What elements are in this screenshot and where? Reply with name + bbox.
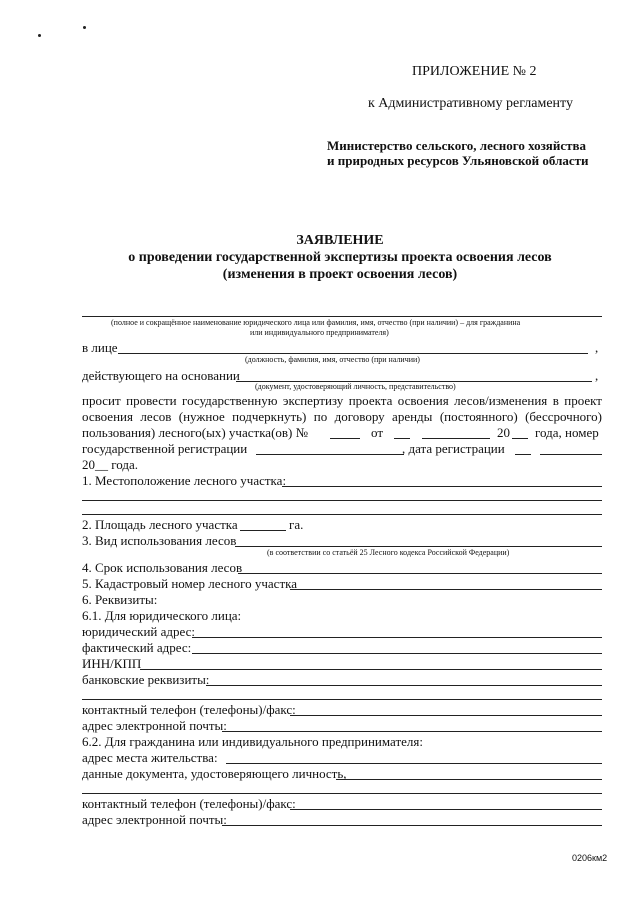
applicant-name-hint-2: или индивидуального предпринимателя) bbox=[250, 328, 389, 337]
footer-code: 0206км2 bbox=[572, 853, 608, 863]
bank-field-2[interactable] bbox=[82, 699, 602, 700]
location-label: 1. Местоположение лесного участка: bbox=[82, 473, 287, 488]
request-line-1: просит провести государственную экспертизу проекта освоения лесов/изменения в проект bbox=[82, 393, 602, 408]
registration-date-label: , дата регистрации bbox=[402, 441, 505, 456]
registration-day-field[interactable] bbox=[515, 454, 531, 455]
id-doc-label: данные документа, удостоверяющего личность, bbox=[82, 766, 347, 781]
document-subtitle-2: (изменения в проект освоения лесов) bbox=[222, 267, 458, 282]
individual-phone-label: контактный телефон (телефоны)/факс: bbox=[82, 796, 296, 811]
acting-basis-hint: (документ, удостоверяющий личность, представительство) bbox=[255, 382, 456, 391]
requisites-label: 6. Реквизиты: bbox=[82, 592, 158, 607]
in-person-hint: (должность, фамилия, имя, отчество (при наличии) bbox=[245, 355, 420, 364]
area-label: 2. Площадь лесного участка bbox=[82, 517, 238, 532]
cadastral-field[interactable] bbox=[290, 589, 602, 590]
regulation-label: к Административному регламенту bbox=[368, 96, 573, 111]
area-field[interactable] bbox=[240, 530, 286, 531]
contract-day-field[interactable] bbox=[394, 438, 410, 439]
residence-label: адрес места жительства: bbox=[82, 750, 218, 765]
scan-speck bbox=[83, 26, 86, 29]
applicant-name-field[interactable] bbox=[82, 316, 602, 317]
individual-heading: 6.2. Для гражданина или индивидуального предпринимателя: bbox=[82, 734, 423, 749]
from-label: от bbox=[371, 425, 384, 440]
comma: , bbox=[595, 340, 599, 355]
request-line-5: 20__ года. bbox=[82, 457, 139, 472]
request-line-2: освоения лесов (нужное подчеркнуть) по договору аренды (постоянного) (бессрочного) bbox=[82, 409, 602, 424]
legal-email-field[interactable] bbox=[222, 731, 602, 732]
document-subtitle-1: о проведении государственной экспертизы проекта освоения лесов bbox=[128, 250, 552, 265]
individual-email-label: адрес электронной почты: bbox=[82, 812, 227, 827]
area-unit: га. bbox=[289, 517, 304, 532]
appendix-label: ПРИЛОЖЕНИЕ № 2 bbox=[412, 64, 537, 79]
legal-address-field[interactable] bbox=[192, 637, 602, 638]
usage-type-hint: (в соответствии со статьёй 25 Лесного кодекса Российской Федерации) bbox=[267, 548, 510, 557]
applicant-name-hint: (полное и сокращённое наименование юридического лица или фамилия, имя, отчество (при наличии) – для гражданина bbox=[111, 318, 521, 327]
legal-phone-label: контактный телефон (телефоны)/факс: bbox=[82, 702, 296, 717]
usage-type-label: 3. Вид использования лесов bbox=[82, 533, 237, 548]
ministry-line-2: и природных ресурсов Ульяновской области bbox=[327, 153, 589, 168]
ministry-line-1: Министерство сельского, лесного хозяйства bbox=[327, 138, 587, 153]
in-person-label: в лице bbox=[82, 340, 118, 355]
location-field-3[interactable] bbox=[82, 514, 602, 515]
cadastral-label: 5. Кадастровый номер лесного участка bbox=[82, 576, 298, 591]
legal-entity-heading: 6.1. Для юридического лица: bbox=[82, 608, 242, 623]
id-doc-field[interactable] bbox=[336, 779, 602, 780]
id-doc-field-2[interactable] bbox=[82, 793, 602, 794]
document-title: ЗАЯВЛЕНИЕ bbox=[296, 233, 384, 248]
residence-field[interactable] bbox=[226, 763, 602, 764]
registration-month-field[interactable] bbox=[540, 454, 602, 455]
contract-number-field[interactable] bbox=[330, 438, 360, 439]
legal-phone-field[interactable] bbox=[290, 715, 602, 716]
registration-number-field[interactable] bbox=[256, 454, 404, 455]
inn-kpp-label: ИНН/КПП bbox=[82, 656, 142, 671]
legal-email-label: адрес электронной почты: bbox=[82, 718, 227, 733]
request-line-4-start: государственной регистрации bbox=[82, 441, 248, 456]
scan-speck bbox=[38, 34, 41, 37]
inn-kpp-field[interactable] bbox=[140, 669, 602, 670]
in-person-field[interactable] bbox=[118, 353, 588, 354]
individual-phone-field[interactable] bbox=[290, 809, 602, 810]
bank-label: банковские реквизиты: bbox=[82, 672, 210, 687]
year-prefix: 20 bbox=[497, 425, 510, 440]
request-line-3-end: года, номер bbox=[535, 425, 599, 440]
request-line-3-start: пользования) лесного(ых) участка(ов) № bbox=[82, 425, 309, 440]
contract-year-field[interactable] bbox=[512, 438, 528, 439]
comma: , bbox=[595, 368, 599, 383]
bank-field[interactable] bbox=[206, 685, 602, 686]
legal-address-label: юридический адрес: bbox=[82, 624, 195, 639]
usage-type-field[interactable] bbox=[235, 546, 602, 547]
location-field[interactable] bbox=[282, 486, 602, 487]
individual-email-field[interactable] bbox=[222, 825, 602, 826]
actual-address-label: фактический адрес: bbox=[82, 640, 192, 655]
actual-address-field[interactable] bbox=[192, 653, 602, 654]
usage-term-field[interactable] bbox=[238, 573, 602, 574]
location-field-2[interactable] bbox=[82, 500, 602, 501]
usage-term-label: 4. Срок использования лесов bbox=[82, 560, 243, 575]
acting-basis-label: действующего на основании bbox=[82, 368, 240, 383]
contract-month-field[interactable] bbox=[422, 438, 490, 439]
